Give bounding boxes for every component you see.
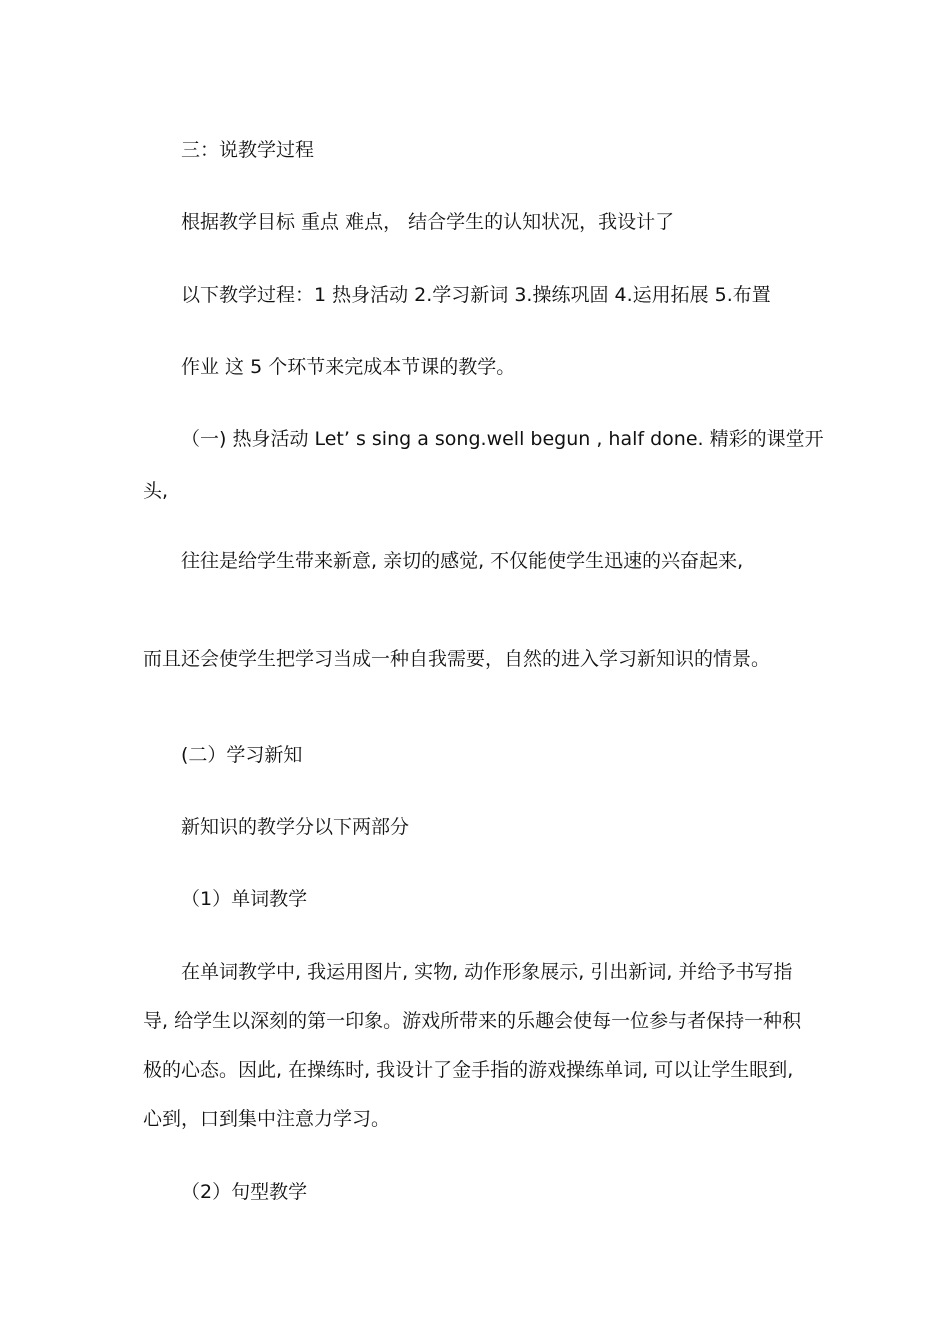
paragraph-line: 作业 这 5 个环节来完成本节课的教学。 [181, 356, 516, 378]
paragraph-line: 在单词教学中, 我运用图片, 实物, 动作形象展示, 引出新词, 并给予书写指 [181, 961, 793, 983]
section-heading: 三：说教学过程 [181, 139, 315, 161]
paragraph-line: 导, 给学生以深刻的第一印象。游戏所带来的乐趣会使每一位参与者保持一种积 [143, 1010, 802, 1032]
paragraph-line: 心到，口到集中注意力学习。 [143, 1108, 391, 1130]
paragraph-line: （一) 热身活动 Let’ s sing a song.well begun , half done. 精彩的课堂开 [181, 428, 824, 450]
paragraph-line: 往往是给学生带来新意, 亲切的感觉, 不仅能使学生迅速的兴奋起来, [181, 550, 744, 572]
paragraph-line: 新知识的教学分以下两部分 [181, 816, 410, 838]
paragraph-line: 以下教学过程：1 热身活动 2.学习新词 3.操练巩固 4.运用拓展 5.布置 [181, 284, 771, 306]
section-heading: (二）学习新知 [181, 744, 303, 766]
paragraph-line: 根据教学目标 重点 难点， 结合学生的认知状况，我设计了 [181, 211, 675, 233]
paragraph-line: 头, [143, 480, 169, 502]
subsection-heading: （2）句型教学 [181, 1181, 308, 1203]
paragraph-line: 而且还会使学生把学习当成一种自我需要，自然的进入学习新知识的情景。 [143, 648, 771, 670]
subsection-heading: （1）单词教学 [181, 888, 308, 910]
paragraph-line: 极的心态。因此, 在操练时, 我设计了金手指的游戏操练单词, 可以让学生眼到, [143, 1059, 794, 1081]
